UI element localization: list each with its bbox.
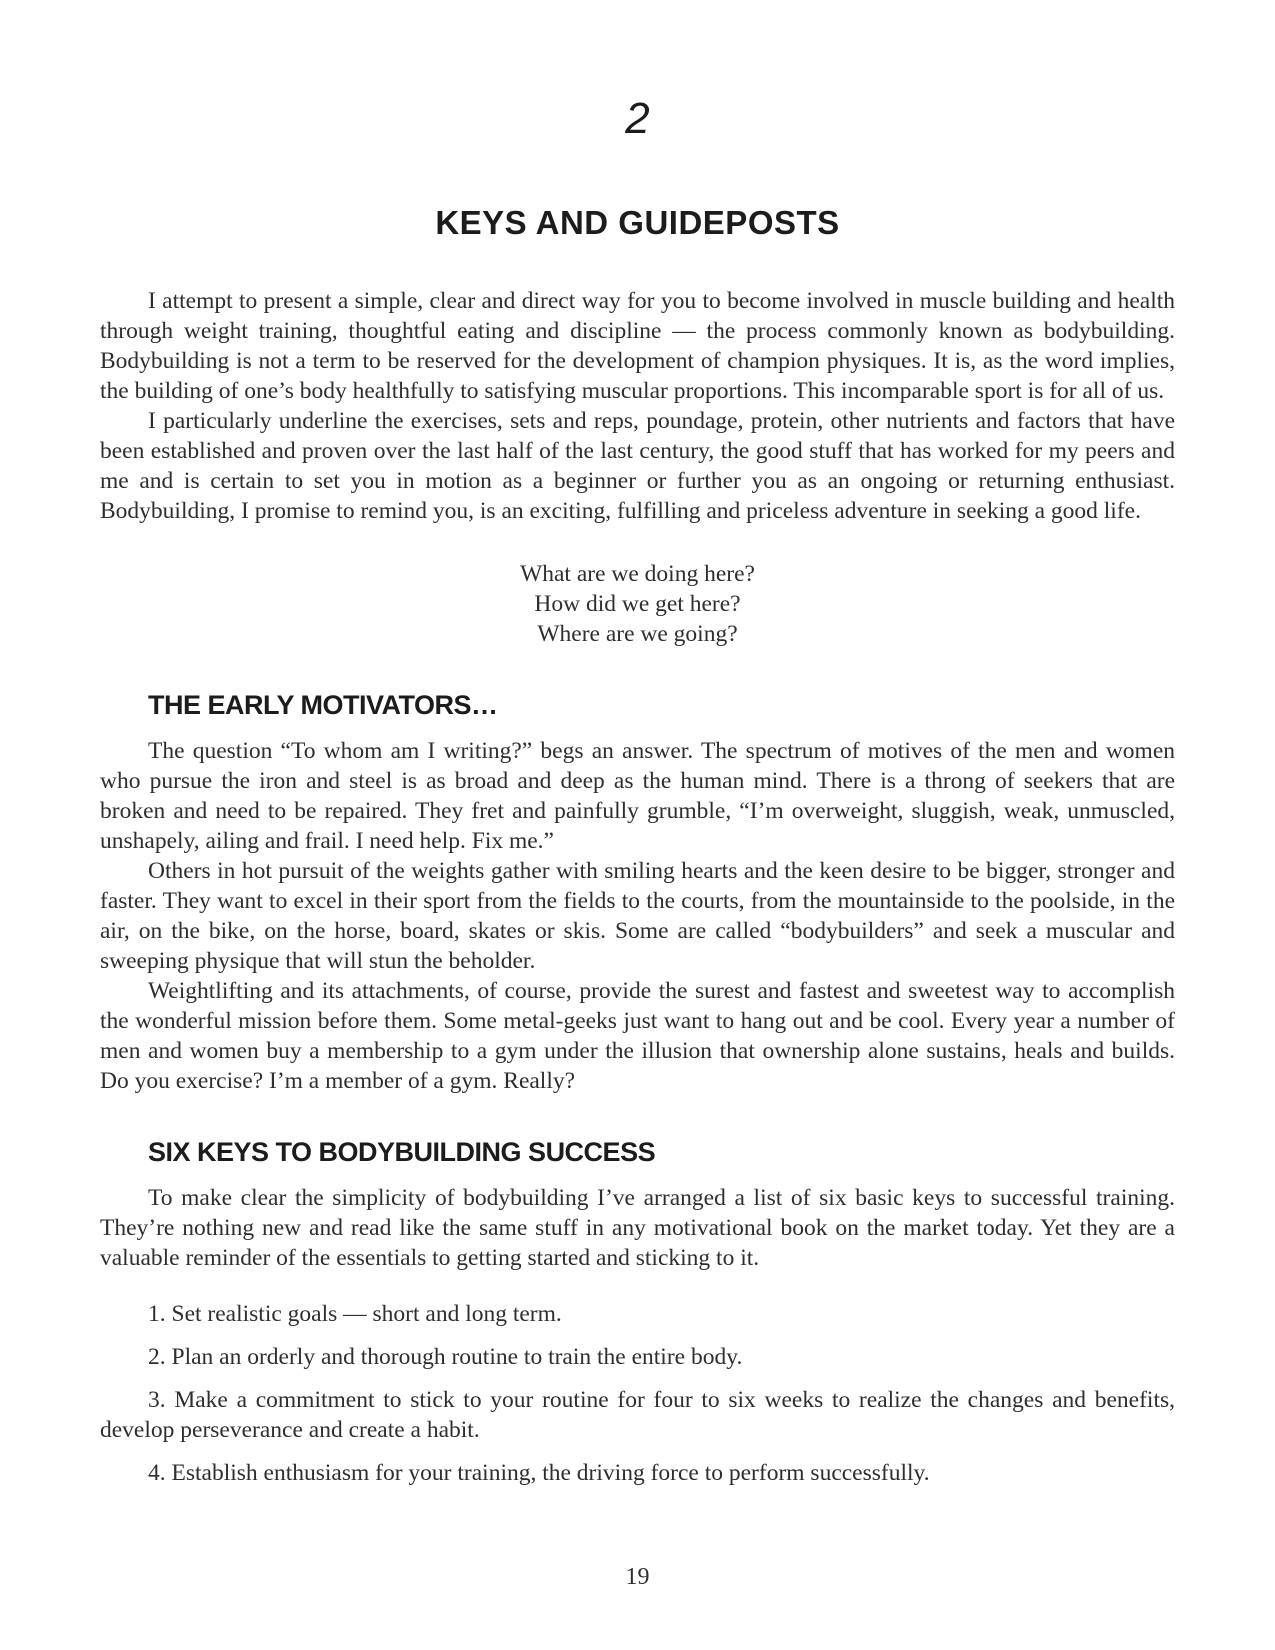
epigraph-line: What are we doing here?	[520, 561, 755, 587]
list-item: 3. Make a commitment to stick to your routine for four to six weeks to realize the changes and benefits, develop perseverance and create a habit.	[100, 1387, 1175, 1443]
page-number: 19	[625, 1564, 650, 1590]
paragraph: Others in hot pursuit of the weights gather with smiling hearts and the keen desire to be bigger, stronger and faster. They want to excel in their sport from the fields to the courts, from the mountainside to the poolside, in the air, on the bike, on the horse, board, skates or skis. Some are called “bodybuilders” and seek a muscular and sweeping physique that will stun the beholder.	[100, 858, 1175, 974]
epigraph-line: Where are we going?	[537, 621, 738, 647]
paragraph: Weightlifting and its attachments, of course, provide the surest and fastest and sweetest way to accomplish the wonderful mission before them. Some metal-geeks just want to hang out and be cool. Every year a number of men and women buy a membership to a gym under the illusion that ownership alone sustains, heals and builds. Do you exercise? I’m a member of a gym. Really?	[100, 978, 1175, 1094]
epigraph	[100, 559, 1175, 649]
epigraph-line: How did we get here?	[534, 591, 741, 617]
numbered-list	[100, 1299, 1175, 1488]
paragraph: The question “To whom am I writing?” begs an answer. The spectrum of motives of the men and women who pursue the iron and steel is as broad and deep as the human mind. There is a throng of seekers that are broken and need to be repaired. They fret and painfully grumble, “I’m overweight, sluggish, weak, unmuscled, unshapely, ailing and frail. I need help. Fix me.”	[100, 738, 1175, 854]
paragraph: I particularly underline the exercises, sets and reps, poundage, protein, other nutrients and factors that have been established and proven over the last half of the last century, the good stuff that has worked for my peers and me and is certain to set you in motion as a beginner or further you as an ongoing or returning enthusiast. Bodybuilding, I promise to remind you, is an exciting, fulfilling and priceless adventure in seeking a good life.	[100, 408, 1175, 524]
section-heading-six-keys: SIX KEYS TO BODYBUILDING SUCCESS	[148, 1137, 656, 1167]
list-item: 4. Establish enthusiasm for your training, the driving force to perform successfully.	[148, 1460, 930, 1486]
list-item: 2. Plan an orderly and thorough routine to train the entire body.	[148, 1344, 743, 1370]
intro-section	[100, 286, 1175, 526]
chapter-title: KEYS AND GUIDEPOSTS	[435, 204, 840, 241]
paragraph: I attempt to present a simple, clear and direct way for you to become involved in muscle building and health through weight training, thoughtful eating and discipline — the process commonly known as bodybuilding. Bodybuilding is not a term to be reserved for the development of champion physiques. It is, as the word implies, the building of one’s body healthfully to satisfying muscular proportions. This incomparable sport is for all of us.	[100, 288, 1175, 404]
list-item: 1. Set realistic goals — short and long term.	[148, 1301, 562, 1327]
paragraph: To make clear the simplicity of bodybuilding I’ve arranged a list of six basic keys to successful training. They’re nothing new and read like the same stuff in any motivational book on the market today. Yet they are a valuable reminder of the essentials to getting started and sticking to it.	[100, 1185, 1175, 1271]
chapter-number: 2	[625, 94, 650, 143]
section-heading-early-motivators: THE EARLY MOTIVATORS…	[148, 690, 498, 720]
